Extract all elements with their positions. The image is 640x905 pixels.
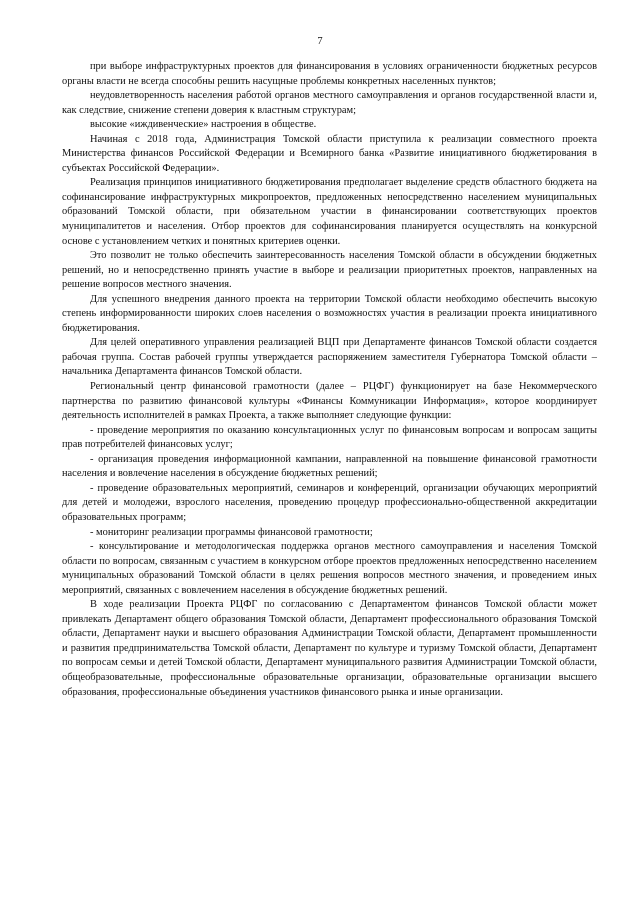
list-item: - проведение мероприятия по оказанию консультационных услуг по финансовым вопросам и вопросам защиты прав потребителей финансовых услуг; [62,424,597,451]
list-item: - проведение образовательных мероприятий, семинаров и конференций, организации обучающих мероприятий для детей и молодежи, взрослого населения, проведению процедур профессионально-общественной аккредитации образовательных программ; [62,482,597,523]
paragraph: Для целей оперативного управления реализацией ВЦП при Департаменте финансов Томской области создается рабочая группа. Состав рабочей группы утверждается распоряжением заместителя Губернатора Томской области – начальника Департамента финансов Томской области. [62,337,597,378]
paragraph: В ходе реализации Проекта РЦФГ по согласованию с Департаментом финансов Томской области может привлекать Департамент общего образования Томской области, Департамент профессионального образования Томской области, Департамент науки и высшего образования Администрации Томской области, Департамент промышленности и развития предпринимательства Томской области, Департамент по культуре и туризму Томской области, Департамент по вопросам семьи и детей Томской области, Департамент муниципального развития Администрации Томской области, общеобразовательные, профессиональные образовательные организации, образовательные организации высшего образования, профессиональные объединения участников финансового рынка и иные организации. [62,599,597,698]
paragraph: Это позволит не только обеспечить заинтересованность населения Томской области в обсуждении бюджетных решений, но и непосредственно принять участие в выборе и реализации приоритетных проектов, направленных на решение вопросов местного значения. [62,250,597,291]
body-text [62,60,597,700]
paragraph: Начиная с 2018 года, Администрация Томской области приступила к реализации совместного проекта Министерства финансов Российской Федерации и Всемирного банка «Развитие инициативного бюджетирования в субъектах Российской Федерации». [62,133,597,174]
paragraph: Реализация принципов инициативного бюджетирования предполагает выделение средств областного бюджета на софинансирование инфраструктурных микропроектов, предложенных непосредственно населением муниципальных образований Томской области, при обязательном участии в финансировании соответствующих проектов муниципалитетов и населения. Отбор проектов для софинансирования планируется осуществлять на конкурсной основе с установлением четких и понятных критериев оценки. [62,177,597,247]
list-item: - организация проведения информационной кампании, направленной на повышение финансовой грамотности населения и вовлечение населения в обсуждение бюджетных решений; [62,453,597,480]
paragraph: Для успешного внедрения данного проекта на территории Томской области необходимо обеспечить высокую степень информированности широких слоев населения о возможностях участия в реализации проекта инициативного бюджетирования. [62,293,597,334]
list-item: - мониторинг реализации программы финансовой грамотности; [90,526,373,538]
paragraph: неудовлетворенность населения работой органов местного самоуправления и органов государственной власти и, как следствие, снижение степени доверия к властным структурам; [62,90,597,116]
list-item: - консультирование и методологическая поддержка органов местного самоуправления и населения Томской области по вопросам, связанным с участием в конкурсном отборе проектов предложенных непосредственно населением муниципальных образований Томской области в целях решения вопросов местного значения, и проведением иных мероприятий, связанных с вовлечением населения в обсуждение бюджетных решений. [62,541,597,596]
paragraph: при выборе инфраструктурных проектов для финансирования в условиях ограниченности бюджетных ресурсов органы власти не всегда способны решить насущные проблемы конкретных населенных пунктов; [62,61,597,87]
paragraph: высокие «иждивенческие» настроения в обществе. [90,119,317,131]
page-number: 7 [317,36,323,47]
paragraph: Региональный центр финансовой грамотности (далее – РЦФГ) функционирует на базе Некоммерческого партнерства по развитию финансовой культуры «Финансы Коммуникации Информация», которое координирует деятельность исполнителей в рамках Проекта, а также выполняет следующие функции: [62,381,597,422]
